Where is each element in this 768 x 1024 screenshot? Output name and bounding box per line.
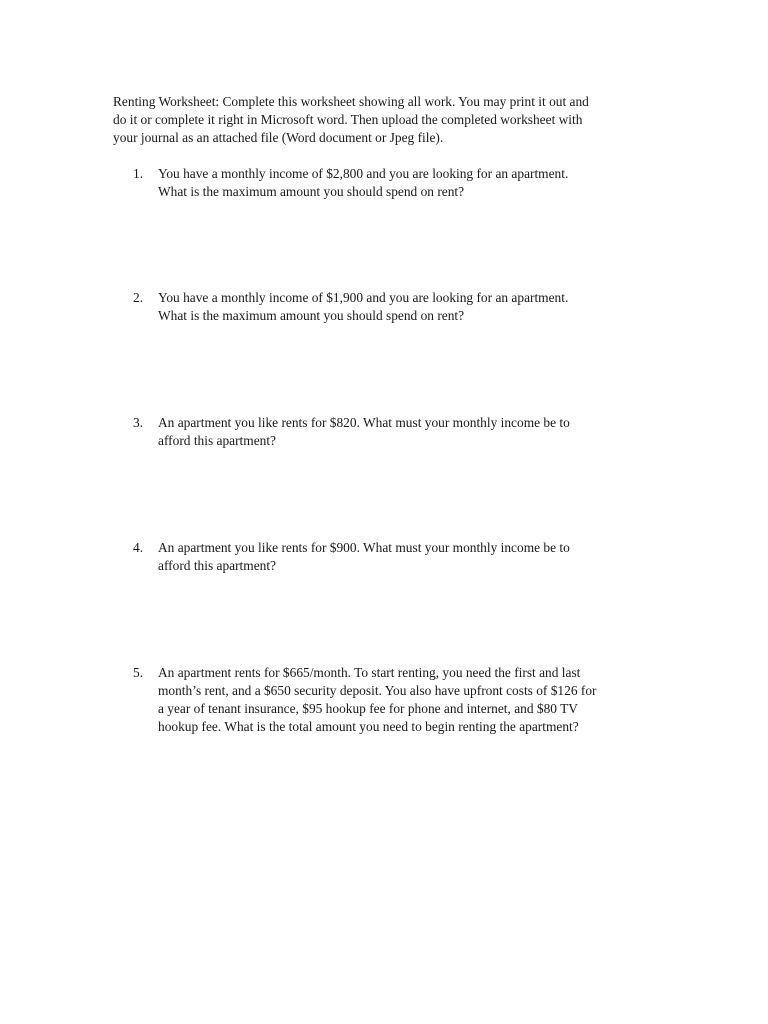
- instruction-line: do it or complete it right in Microsoft word. Then upload the completed worksheet with: [113, 112, 583, 127]
- question-text: [158, 539, 658, 575]
- instruction-line: Renting Worksheet: Complete this worksheet showing all work. You may print it out and: [113, 94, 589, 109]
- question-text: [158, 165, 658, 201]
- question-line: month’s rent, and a $650 security deposit. You also have upfront costs of $126 for: [158, 683, 597, 698]
- question-number: 2.: [133, 290, 144, 305]
- question-number: 1.: [133, 166, 144, 181]
- question-line: An apartment you like rents for $900. What must your monthly income be to: [158, 540, 570, 555]
- question-line: afford this apartment?: [158, 558, 276, 573]
- question-number: 4.: [133, 540, 144, 555]
- question-line: hookup fee. What is the total amount you need to begin renting the apartment?: [158, 719, 579, 734]
- question-line: You have a monthly income of $1,900 and you are looking for an apartment.: [158, 290, 569, 305]
- question-line: An apartment you like rents for $820. What must your monthly income be to: [158, 415, 570, 430]
- question-number: 5.: [133, 665, 144, 680]
- question-line: What is the maximum amount you should spend on rent?: [158, 184, 465, 199]
- question-line: a year of tenant insurance, $95 hookup fee for phone and internet, and $80 TV: [158, 701, 578, 716]
- worksheet-instructions: [113, 93, 673, 147]
- question-text: [158, 289, 658, 325]
- question-line: You have a monthly income of $2,800 and you are looking for an apartment.: [158, 166, 569, 181]
- question-line: afford this apartment?: [158, 433, 276, 448]
- question-line: What is the maximum amount you should spend on rent?: [158, 308, 465, 323]
- question-number: 3.: [133, 415, 144, 430]
- instruction-line: your journal as an attached file (Word document or Jpeg file).: [113, 130, 444, 145]
- question-text: [158, 664, 668, 736]
- question-text: [158, 414, 658, 450]
- question-line: An apartment rents for $665/month. To start renting, you need the first and last: [158, 665, 581, 680]
